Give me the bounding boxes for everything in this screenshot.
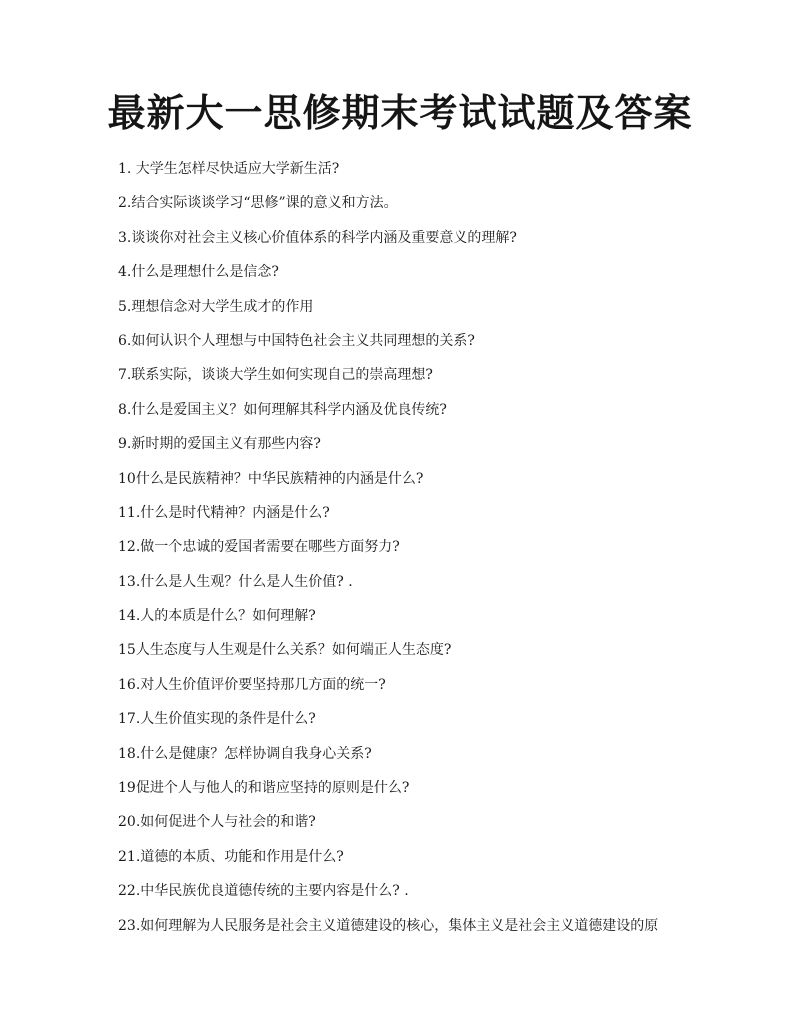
question-item: 6.如何认识个人理想与中国特色社会主义共同理想的关系?	[118, 332, 475, 349]
question-item: 15人生态度与人生观是什么关系？如何端正人生态度?	[118, 642, 452, 659]
question-item: 3.谈谈你对社会主义核心价值体系的科学内涵及重要意义的理解?	[118, 229, 517, 246]
question-item: 2.结合实际谈谈学习“思修”课的意义和方法。	[118, 195, 398, 212]
question-item: 22.中华民族优良道德传统的主要内容是什么? .	[118, 883, 409, 900]
question-item: 5.理想信念对大学生成才的作用	[118, 298, 314, 315]
question-item: 14.人的本质是什么？如何理解?	[118, 608, 316, 625]
question-item: 4.什么是理想什么是信念?	[118, 264, 279, 281]
question-item: 16.对人生价值评价要坚持那几方面的统一?	[118, 676, 386, 693]
question-item: 23.如何理解为人民服务是社会主义道德建设的核心，集体主义是社会主义道德建设的原	[118, 917, 659, 934]
question-item: 7.联系实际，谈谈大学生如何实现自己的崇高理想?	[118, 367, 433, 384]
question-item: 11.什么是时代精神？内涵是什么?	[118, 504, 330, 521]
question-item: 17.人生价值实现的条件是什么?	[118, 711, 316, 728]
question-list	[118, 152, 718, 943]
question-item: 10什么是民族精神？中华民族精神的内涵是什么?	[118, 470, 424, 487]
question-item: 8.什么是爱国主义？如何理解其科学内涵及优良传统?	[118, 401, 447, 418]
question-item: 20.如何促进个人与社会的和谐?	[118, 814, 316, 831]
question-item: 18.什么是健康？怎样协调自我身心关系?	[118, 745, 372, 762]
question-item: 21.道德的本质、功能和作用是什么?	[118, 848, 344, 865]
question-item: 19促进个人与他人的和谐应坚持的原则是什么?	[118, 780, 410, 797]
document-title: 最新大一思修期末考试试题及答案	[107, 90, 693, 135]
question-item: 9.新时期的爱国主义有那些内容?	[118, 436, 321, 453]
question-item: 1. 大学生怎样尽快适应大学新生活?	[118, 161, 340, 177]
question-item: 12.做一个忠诚的爱国者需要在哪些方面努力?	[118, 539, 400, 556]
question-item: 13.什么是人生观？什么是人生价值? .	[118, 573, 353, 590]
